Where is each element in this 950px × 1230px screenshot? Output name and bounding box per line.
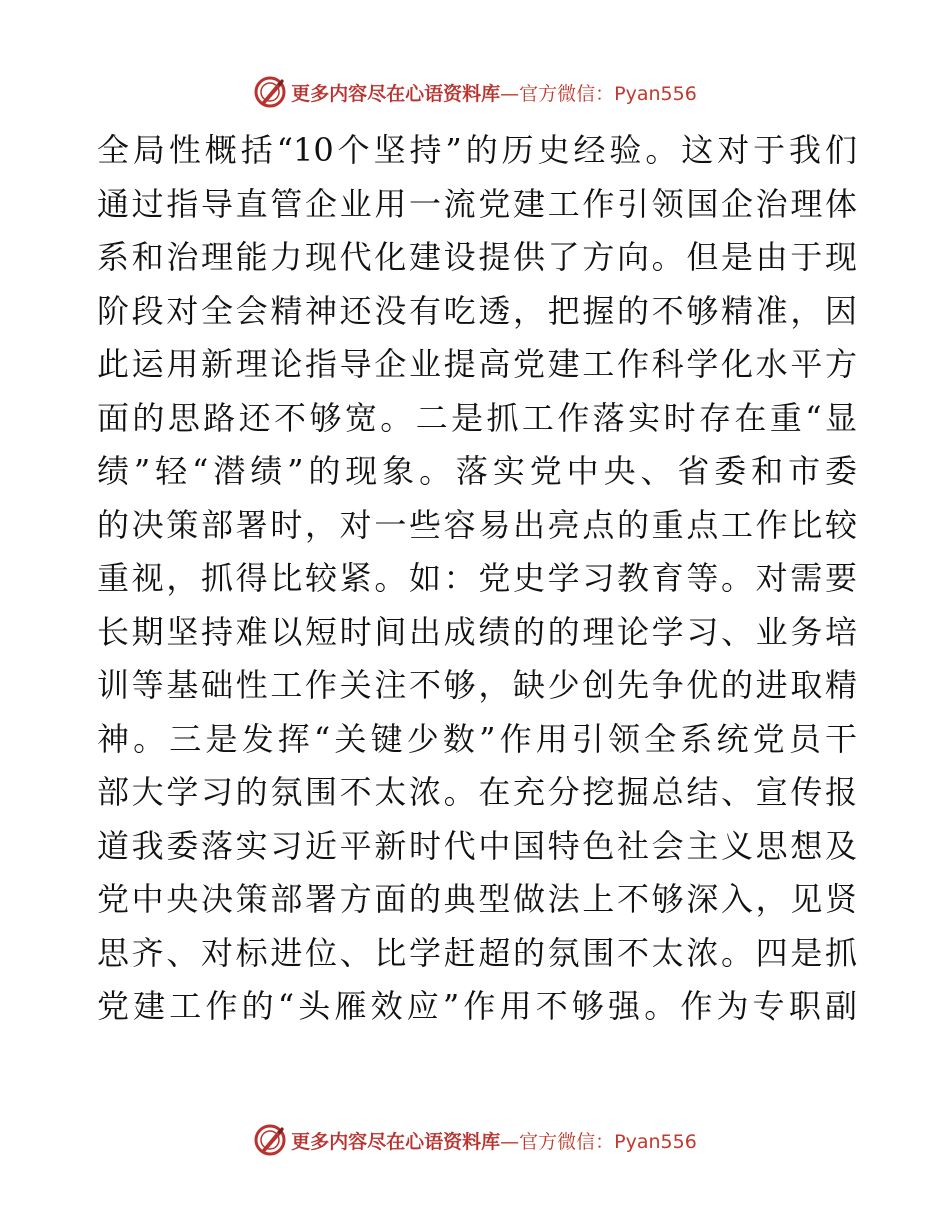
watermark-contact-text: —官方微信：Pyan556	[500, 1130, 697, 1153]
text-line: 党建工作的“头雁效应”作用不够强。作为专职副	[97, 987, 857, 1025]
text-line: 全局性概括“10个坚持”的历史经验。这对于我们	[97, 131, 857, 169]
text-line: 重视，抓得比较紧。如：党史学习教育等。对需要	[97, 559, 857, 597]
watermark-main-text: 更多内容尽在心语资料库	[291, 82, 501, 105]
text-line: 部大学习的氛围不太浓。在充分挖掘总结、宣传报	[97, 773, 857, 811]
watermark-main-text: 更多内容尽在心语资料库	[291, 1130, 501, 1153]
text-line: 此运用新理论指导企业提高党建工作科学化水平方	[97, 345, 857, 383]
brush-logo-icon	[253, 75, 287, 109]
text-line: 党中央决策部署方面的典型做法上不够深入，见贤	[97, 880, 857, 918]
text-line: 道我委落实习近平新时代中国特色社会主义思想及	[97, 826, 857, 865]
watermark-contact-text: —官方微信：Pyan556	[500, 82, 697, 105]
text-line: 面的思路还不够宽。二是抓工作落实时存在重“显	[97, 398, 857, 437]
footer-watermark	[0, 1120, 950, 1160]
text-line: 神。三是发挥“关键少数”作用引领全系统党员干	[97, 719, 857, 758]
text-line: 通过指导直管企业用一流党建工作引领国企治理体	[97, 184, 857, 223]
text-line: 思齐、对标进位、比学赶超的氛围不太浓。四是抓	[97, 933, 857, 972]
text-line: 的决策部署时，对一些容易出亮点的重点工作比较	[97, 505, 857, 544]
text-line: 长期坚持难以短时间出成绩的的理论学习、业务培	[97, 612, 857, 651]
brush-logo-icon	[253, 1123, 287, 1157]
header-watermark	[0, 72, 950, 112]
text-line: 训等基础性工作关注不够，缺少创先争优的进取精	[97, 666, 857, 704]
text-line: 阶段对全会精神还没有吃透，把握的不够精准，因	[97, 291, 857, 330]
body-text	[97, 124, 857, 1034]
text-line: 绩”轻“潜绩”的现象。落实党中央、省委和市委	[97, 452, 857, 490]
text-line: 系和治理能力现代化建设提供了方向。但是由于现	[97, 238, 857, 276]
